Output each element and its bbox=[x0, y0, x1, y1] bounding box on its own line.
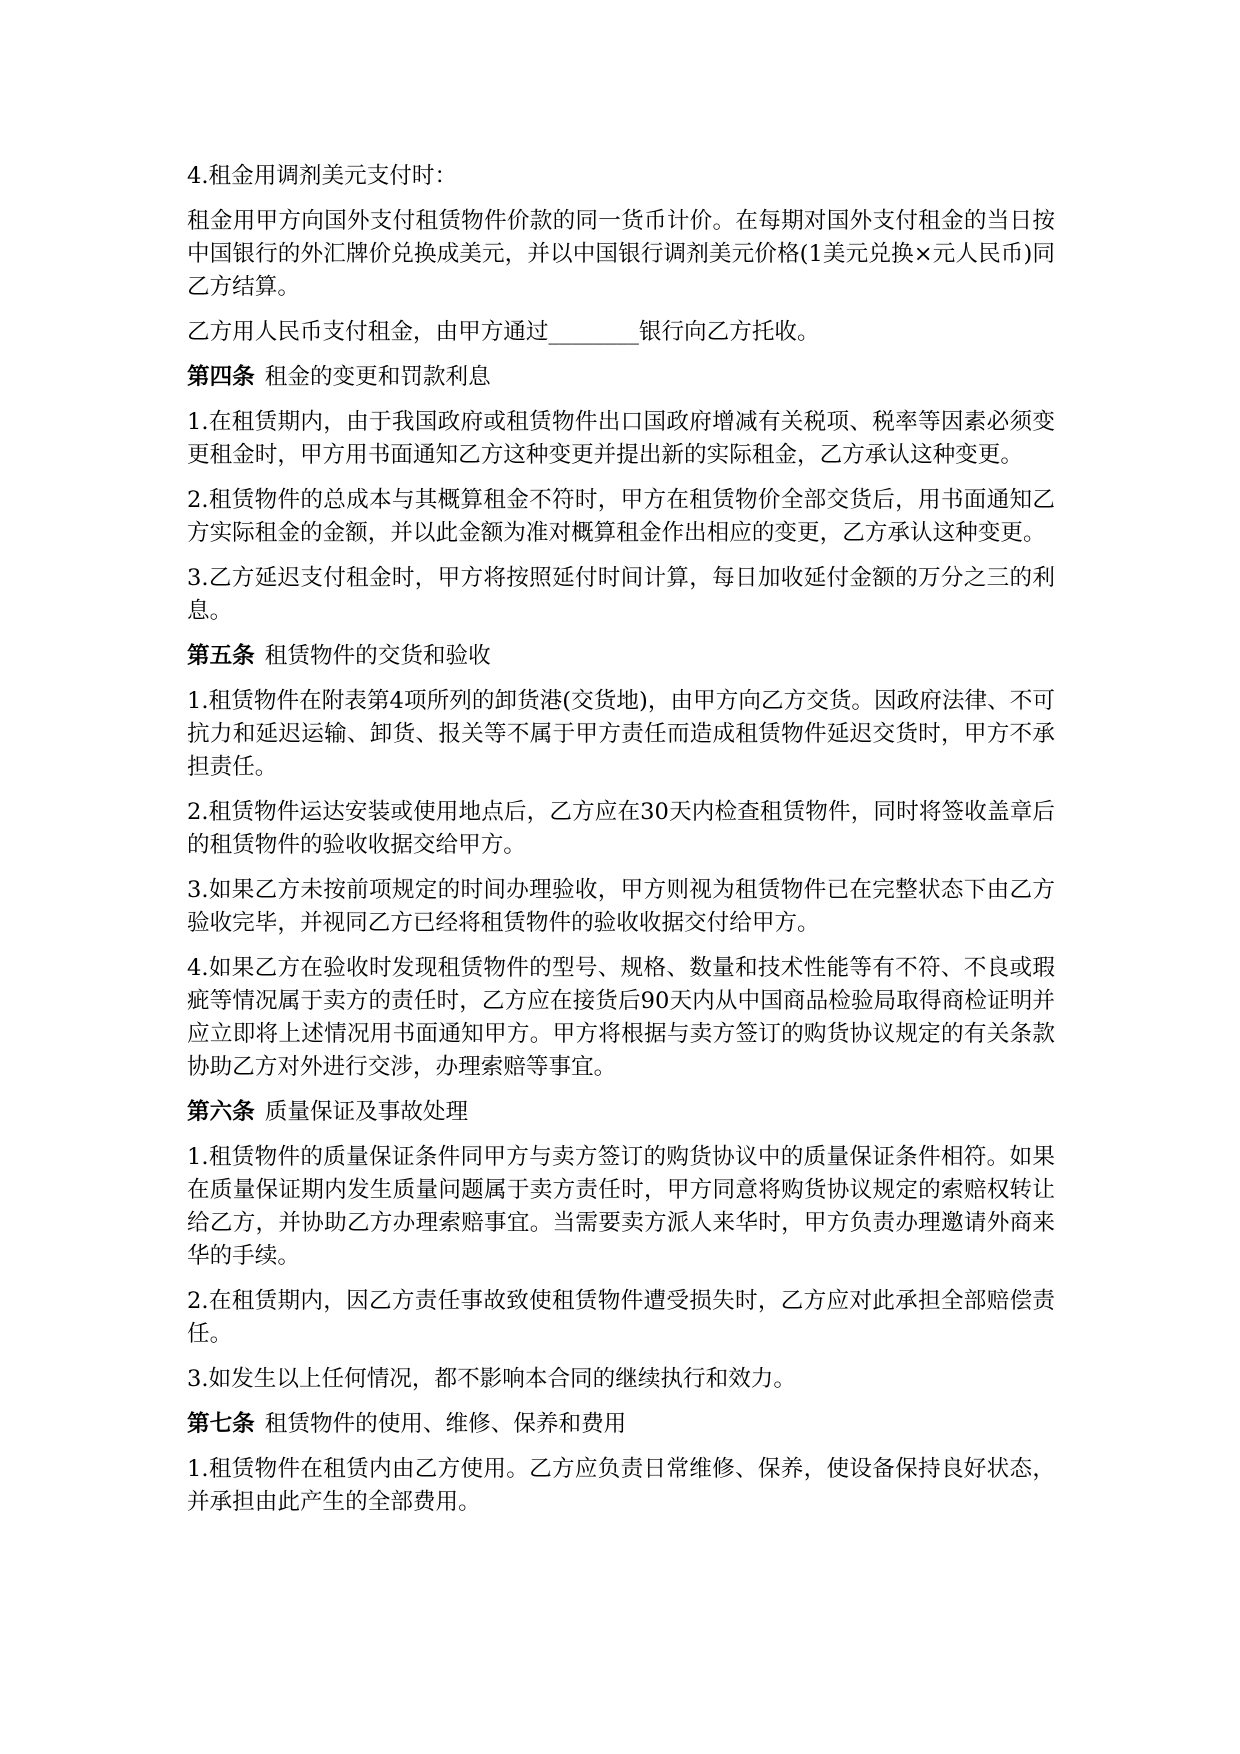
paragraph-rmb-collection: 乙方用人民币支付租金，由甲方通过________银行向乙方托收。 bbox=[187, 319, 820, 345]
article-number: 第七条 bbox=[187, 1411, 255, 1437]
article-title: 租金的变更和罚款利息 bbox=[264, 364, 491, 390]
article-number: 第四条 bbox=[187, 364, 255, 390]
heading-article-5 bbox=[187, 640, 1055, 673]
document-page bbox=[187, 160, 1055, 1531]
article-number: 第五条 bbox=[187, 643, 255, 669]
paragraph-rent-usd-payment: 4.租金用调剂美元支付时： bbox=[187, 163, 458, 189]
paragraph-5-1: 1.租赁物件在附表第4项所列的卸货港(交货地)，由甲方向乙方交货。因政府法律、不可抗力和延迟运输、卸货、报关等不属于甲方责任而造成租赁物件延迟交货时，甲方不承担责任。 bbox=[187, 688, 1055, 780]
heading-article-6 bbox=[187, 1096, 1055, 1129]
paragraph-6-3: 3.如发生以上任何情况，都不影响本合同的继续执行和效力。 bbox=[187, 1366, 796, 1392]
paragraph-7-1: 1.租赁物件在租赁内由乙方使用。乙方应负责日常维修、保养，使设备保持良好状态，并承担由此产生的全部费用。 bbox=[187, 1456, 1055, 1515]
heading-article-7 bbox=[187, 1408, 1055, 1441]
heading-article-4 bbox=[187, 361, 1055, 394]
paragraph-5-3: 3.如果乙方未按前项规定的时间办理验收，甲方则视为租赁物件已在完整状态下由乙方验收完毕，并视同乙方已经将租赁物件的验收收据交付给甲方。 bbox=[187, 877, 1055, 936]
article-title: 质量保证及事故处理 bbox=[264, 1099, 469, 1125]
article-title: 租赁物件的交货和验收 bbox=[264, 643, 491, 669]
article-number: 第六条 bbox=[187, 1099, 255, 1125]
paragraph-4-1: 1.在租赁期内，由于我国政府或租赁物件出口国政府增减有关税项、税率等因素必须变更租金时，甲方用书面通知乙方这种变更并提出新的实际租金，乙方承认这种变更。 bbox=[187, 409, 1055, 468]
paragraph-currency-conversion: 租金用甲方向国外支付租赁物件价款的同一货币计价。在每期对国外支付租金的当日按中国银行的外汇牌价兑换成美元，并以中国银行调剂美元价格(1美元兑换×元人民币)同乙方结算。 bbox=[187, 208, 1055, 300]
article-title: 租赁物件的使用、维修、保养和费用 bbox=[264, 1411, 627, 1437]
paragraph-6-1: 1.租赁物件的质量保证条件同甲方与卖方签订的购货协议中的质量保证条件相符。如果在质量保证期内发生质量问题属于卖方责任时，甲方同意将购货协议规定的索赔权转让给乙方，并协助乙方办理索赔事宜。当需要卖方派人来华时，甲方负责办理邀请外商来华的手续。 bbox=[187, 1144, 1055, 1269]
paragraph-4-3: 3.乙方延迟支付租金时，甲方将按照延付时间计算，每日加收延付金额的万分之三的利息。 bbox=[187, 565, 1055, 624]
paragraph-4-2: 2.租赁物件的总成本与其概算租金不符时，甲方在租赁物价全部交货后，用书面通知乙方实际租金的金额，并以此金额为准对概算租金作出相应的变更，乙方承认这种变更。 bbox=[187, 487, 1055, 546]
paragraph-6-2: 2.在租赁期内，因乙方责任事故致使租赁物件遭受损失时，乙方应对此承担全部赔偿责任。 bbox=[187, 1288, 1055, 1347]
paragraph-5-4: 4.如果乙方在验收时发现租赁物件的型号、规格、数量和技术性能等有不符、不良或瑕疵等情况属于卖方的责任时，乙方应在接货后90天内从中国商品检验局取得商检证明并应立即将上述情况用书面通知甲方。甲方将根据与卖方签订的购货协议规定的有关条款协助乙方对外进行交涉，办理索赔等事宜。 bbox=[187, 955, 1055, 1080]
paragraph-5-2: 2.租赁物件运达安装或使用地点后，乙方应在30天内检查租赁物件，同时将签收盖章后的租赁物件的验收收据交给甲方。 bbox=[187, 799, 1055, 858]
